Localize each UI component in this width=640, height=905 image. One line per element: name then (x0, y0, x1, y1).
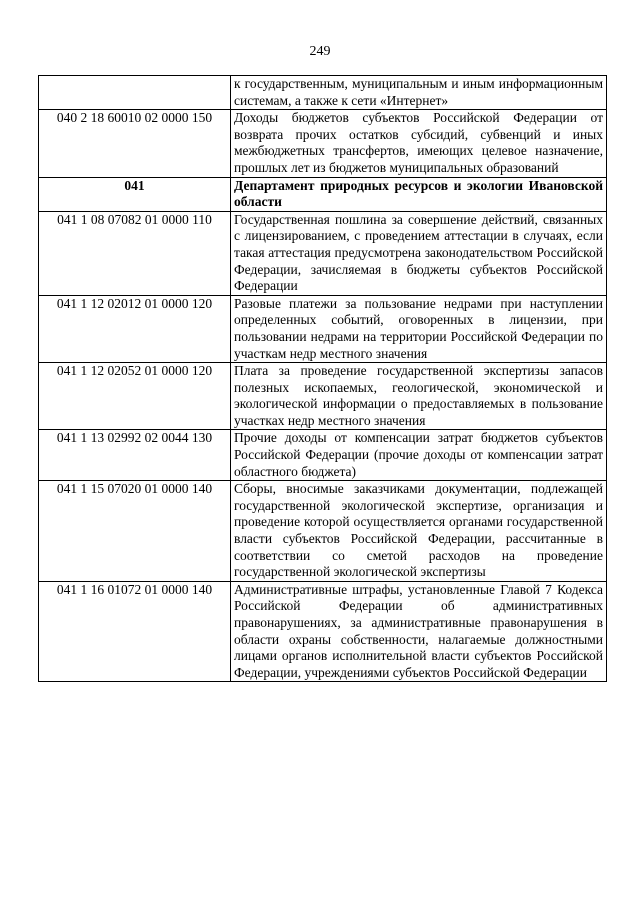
row-description: Государственная пошлина за совершение действий, связанных с лицензированием, с проведением аттестации в случаях, если такая аттестация предусмотрена законодательством Российской Федерации, зачисляемая в бюджеты субъектов Российской Федерации (231, 211, 607, 295)
section-title: Департамент природных ресурсов и экологии Ивановской области (231, 177, 607, 211)
row-description: Прочие доходы от компенсации затрат бюджетов субъектов Российской Федерации (прочие доходы от компенсации затрат областного бюджета) (231, 430, 607, 481)
row-description: Разовые платежи за пользование недрами при наступлении определенных событий, оговоренных в лицензии, при пользовании недрами на территории Российской Федерации по участкам недр местного значения (231, 295, 607, 362)
row-code: 041 1 08 07082 01 0000 110 (39, 211, 231, 295)
row-code: 041 1 12 02012 01 0000 120 (39, 295, 231, 362)
row-description: Доходы бюджетов субъектов Российской Федерации от возврата прочих остатков субсидий, субвенций и иных межбюджетных трансфертов, имеющих целевое назначение, прошлых лет из бюджетов муниципальных образований (231, 110, 607, 177)
table-row (39, 110, 607, 177)
row-description: Административные штрафы, установленные Главой 7 Кодекса Российской Федерации об административных правонарушениях, за административные правонарушения в области охраны собственности, налагаемые должностными лицами органов исполнительной власти субъектов Российской Федерации, учреждениями субъектов Российской Федерации (231, 581, 607, 682)
section-header-row (39, 177, 607, 211)
row-description: к государственным, муниципальным и иным информационным системам, а также к сети «Интернет» (231, 76, 607, 110)
table-row (39, 581, 607, 682)
table-row (39, 76, 607, 110)
table-row (39, 211, 607, 295)
row-code: 041 1 12 02052 01 0000 120 (39, 363, 231, 430)
table-row (39, 363, 607, 430)
row-code (39, 76, 231, 110)
row-description: Сборы, вносимые заказчиками документации, подлежащей государственной экологической экспертизе, организация и проведение которой осуществляется органами государственной власти субъектов Российской Федерации, рассчитанные в соответствии со сметой расходов на проведение государственной экологической экспертизы (231, 481, 607, 582)
page-number: 249 (309, 44, 331, 59)
row-code: 041 1 13 02992 02 0044 130 (39, 430, 231, 481)
table-row (39, 481, 607, 582)
row-code: 041 1 16 01072 01 0000 140 (39, 581, 231, 682)
budget-codes-table (38, 75, 607, 682)
row-description: Плата за проведение государственной экспертизы запасов полезных ископаемых, геологической, экономической и экологической информации о предоставляемых в пользование участках недр местного значения (231, 363, 607, 430)
section-code: 041 (39, 177, 231, 211)
table-row (39, 430, 607, 481)
row-code: 040 2 18 60010 02 0000 150 (39, 110, 231, 177)
row-code: 041 1 15 07020 01 0000 140 (39, 481, 231, 582)
table-row (39, 295, 607, 362)
